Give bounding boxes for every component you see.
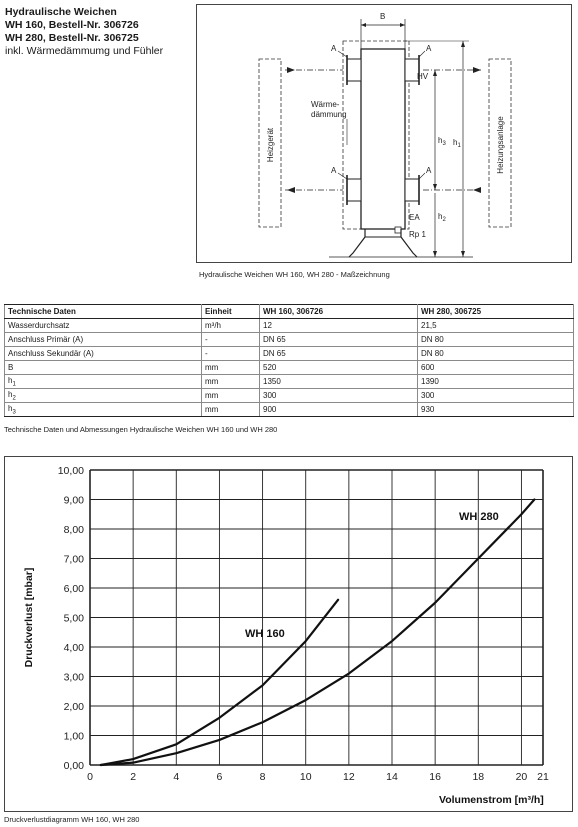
flow-arrow-top-right — [473, 67, 481, 73]
leader-a-top-left — [338, 51, 347, 57]
pressure-loss-chart — [4, 456, 573, 812]
y-tick-label: 4,00 — [63, 642, 84, 654]
x-tick-label: 4 — [173, 771, 180, 783]
cell-unit: - — [202, 333, 260, 347]
cell-unit: - — [202, 347, 260, 361]
cell-wh280: 930 — [418, 403, 574, 417]
label-ea: EA — [409, 213, 420, 222]
y-tick-label: 9,00 — [63, 494, 84, 507]
heizungsanlage-label: Heizungsanlage — [496, 116, 505, 174]
vessel-body — [361, 49, 405, 229]
cell-wh280: DN 80 — [418, 347, 574, 361]
col-header-einheit: Einheit — [202, 305, 260, 319]
dim-h2-label: $h_2$ — [438, 212, 446, 223]
dim-h2-arrow-bottom — [433, 251, 437, 257]
y-tick-label: 1,00 — [63, 730, 84, 743]
chart-caption: Druckverlustdiagramm WH 160, WH 280 — [4, 815, 140, 824]
label-rp1: Rp 1 — [409, 230, 426, 239]
dim-h3-arrow-bottom — [433, 184, 437, 190]
y-tick-label: 5,00 — [63, 612, 84, 625]
x-axis-label: Volumenstrom [m³/h] — [439, 794, 544, 806]
dim-h1-arrow-top — [461, 41, 465, 47]
x-tick-label: 21 — [537, 771, 549, 783]
col-header-technische-daten: Technische Daten — [5, 305, 202, 319]
leader-a-top-right — [419, 51, 425, 57]
flow-arrow-bottom-right — [473, 187, 481, 193]
label-a-bottom-left: A — [331, 166, 337, 175]
table-row — [5, 319, 574, 333]
stand-legs — [349, 229, 417, 257]
x-tick-label: 6 — [216, 771, 223, 783]
y-tick-label: 3,00 — [63, 671, 84, 684]
chart-svg — [5, 457, 574, 813]
dim-h3-label: $h_3$ — [438, 136, 446, 147]
cell-unit: m³/h — [202, 319, 260, 333]
cell-unit: mm — [202, 361, 260, 375]
header-note: inkl. Wärmedämmumg und Fühler — [5, 45, 164, 57]
label-waermedaemmung-2: dämmung — [311, 110, 347, 119]
table-row — [5, 347, 574, 361]
cell-name: $h_1$ — [5, 375, 202, 389]
dim-b-label: B — [380, 12, 386, 21]
series-label: WH 160 — [245, 628, 285, 640]
cell-wh160: 1350 — [260, 375, 418, 389]
x-tick-label: 0 — [87, 771, 93, 783]
series-label: WH 280 — [459, 511, 499, 523]
cell-wh160: DN 65 — [260, 333, 418, 347]
y-tick-label: 8,00 — [63, 524, 84, 536]
y-tick-label: 2,00 — [63, 701, 84, 713]
leader-a-bottom-right — [419, 173, 425, 179]
flow-arrow-top-left — [287, 67, 295, 73]
technical-drawing — [196, 4, 572, 263]
dim-h1-label: $h_1$ — [453, 138, 461, 149]
x-tick-label: 12 — [343, 771, 355, 783]
cell-wh160: 300 — [260, 389, 418, 403]
label-a-top-right: A — [426, 44, 432, 53]
header-model-wh160: WH 160, Bestell-Nr. 306726 — [5, 19, 139, 31]
cell-wh160: 900 — [260, 403, 418, 417]
x-tick-label: 16 — [429, 771, 441, 783]
x-tick-label: 18 — [472, 771, 485, 783]
col-header-wh280: WH 280, 306725 — [418, 305, 574, 319]
technical-data-table — [4, 304, 574, 417]
y-tick-label: 7,00 — [63, 553, 84, 566]
x-tick-label: 2 — [130, 771, 137, 783]
cell-name: $h_2$ — [5, 389, 202, 403]
label-waermedaemmung-1: Wärme- — [311, 100, 340, 109]
cell-wh160: 12 — [260, 319, 418, 333]
header-title: Hydraulische Weichen — [5, 6, 117, 18]
cell-wh160: DN 65 — [260, 347, 418, 361]
table-row — [5, 389, 574, 403]
cell-unit: mm — [202, 375, 260, 389]
cell-wh280: 600 — [418, 361, 574, 375]
col-header-wh160: WH 160, 306726 — [260, 305, 418, 319]
cell-name: $h_3$ — [5, 403, 202, 417]
table-row — [5, 403, 574, 417]
series-line — [101, 500, 535, 766]
x-tick-label: 8 — [259, 771, 266, 783]
dim-h1-arrow-bottom — [461, 251, 465, 257]
pipe-top-left — [347, 59, 361, 81]
pipe-bottom-left — [347, 179, 361, 201]
table-row — [5, 333, 574, 347]
table-row — [5, 361, 574, 375]
cell-unit: mm — [202, 389, 260, 403]
heizgeraet-label: Heizgerät — [266, 127, 275, 163]
label-a-top-left: A — [331, 44, 337, 53]
product-header — [5, 6, 195, 58]
cell-wh280: 1390 — [418, 375, 574, 389]
cell-name: Wasserdurchsatz — [5, 319, 202, 333]
label-hv: HV — [417, 72, 429, 81]
x-tick-label: 14 — [386, 771, 398, 783]
dim-b-arrow-right — [400, 23, 405, 27]
header-model-wh280: WH 280, Bestell-Nr. 306725 — [5, 32, 139, 44]
y-tick-label: 10,00 — [57, 465, 84, 477]
cell-name: Anschluss Primär (A) — [5, 333, 202, 347]
leader-a-bottom-left — [338, 173, 347, 179]
cell-wh160: 520 — [260, 361, 418, 375]
cell-unit: mm — [202, 403, 260, 417]
drawing-caption: Hydraulische Weichen WH 160, WH 280 - Maßzeichnung — [199, 270, 390, 279]
cell-name: Anschluss Sekundär (A) — [5, 347, 202, 361]
table-caption: Technische Daten und Abmessungen Hydraulische Weichen WH 160 und WH 280 — [4, 425, 278, 434]
x-tick-label: 10 — [299, 771, 312, 783]
cell-name: B — [5, 361, 202, 375]
ea-valve — [395, 227, 401, 233]
table-header-row — [5, 305, 574, 319]
y-tick-label: 6,00 — [63, 583, 84, 595]
y-axis-label: Druckverlust [mbar] — [23, 567, 35, 668]
x-tick-label: 20 — [515, 771, 528, 783]
flow-arrow-bottom-left — [287, 187, 295, 193]
dim-h3-arrow-top — [433, 70, 437, 76]
dim-b-arrow-left — [361, 23, 366, 27]
cell-wh280: 21,5 — [418, 319, 574, 333]
pipe-bottom-right — [405, 179, 419, 201]
table-row — [5, 375, 574, 389]
cell-wh280: 300 — [418, 389, 574, 403]
drawing-svg — [197, 5, 573, 264]
label-a-bottom-right: A — [426, 166, 432, 175]
cell-wh280: DN 80 — [418, 333, 574, 347]
y-tick-label: 0,00 — [63, 760, 84, 772]
